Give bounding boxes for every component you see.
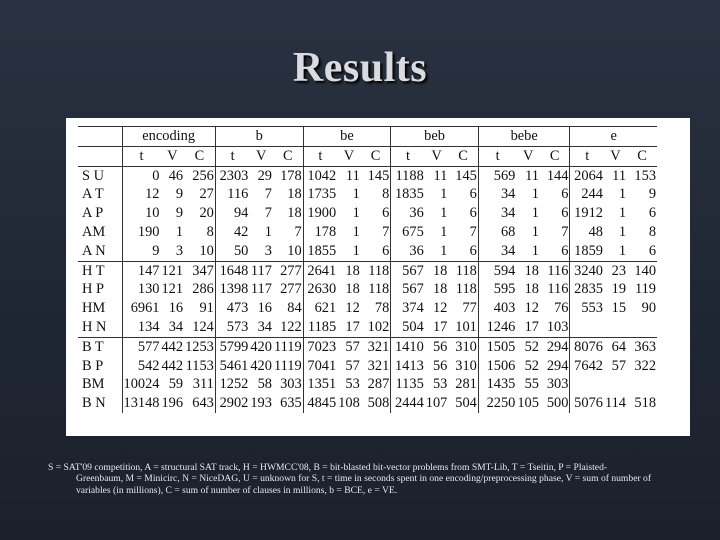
table-cell: 500 [546, 395, 569, 412]
footnote-line-1: S = SAT'09 competition, A = structural SAT track, H = HWMCC'08, B = bit-blasted bit-vector problems from SMT-Lib, T = Tseitin, P = Plaisted- [48, 462, 608, 473]
table-row [78, 166, 657, 185]
table-cell: 321 [367, 338, 390, 355]
table-cell: 101 [448, 318, 478, 337]
table-cell: 57 [611, 357, 627, 374]
table-cell: 577 [122, 337, 160, 356]
table-cell: 118 [368, 281, 390, 298]
table-cell: 17 [516, 318, 540, 337]
table-cell: 117 [250, 262, 272, 279]
sub-header: V [160, 146, 184, 166]
table-cell: 107 [425, 395, 448, 412]
table-cell: 442 [161, 357, 184, 374]
table-cell: 1185 [303, 318, 337, 337]
table-cell: 6 [561, 205, 569, 222]
table-cell: 13148 [123, 395, 160, 412]
table-cell: 310 [455, 338, 477, 355]
table-cell: 2835 [570, 280, 604, 299]
table-cell: 0 [122, 166, 160, 185]
table-cell: 7041 [303, 357, 337, 376]
table-cell: 7 [264, 186, 272, 203]
table-cell: 322 [634, 357, 657, 374]
sub-header: C [184, 146, 215, 166]
sub-header: V [249, 146, 273, 166]
table-cell: 294 [546, 357, 569, 374]
sub-header-row [78, 146, 657, 166]
table-cell: 6961 [122, 299, 160, 318]
table-cell: 134 [122, 318, 160, 337]
table-cell: 117 [250, 281, 272, 298]
table-cell: 6 [561, 186, 569, 203]
table-cell: 53 [432, 376, 448, 393]
table-cell: 29 [257, 167, 272, 184]
row-label: H P [82, 281, 104, 298]
table-cell: 1351 [303, 375, 337, 394]
table-cell: 1253 [185, 338, 214, 355]
table-cell: 118 [455, 281, 477, 298]
table-cell: 18 [524, 262, 539, 279]
table-cell: 130 [122, 280, 160, 299]
table-cell: 140 [634, 262, 657, 279]
table-cell: 1900 [303, 204, 337, 223]
table-cell: 53 [345, 376, 360, 393]
table-cell: 1 [618, 223, 627, 240]
table-cell: 147 [122, 261, 160, 280]
table-cell: 7 [264, 205, 272, 222]
table-cell: 286 [192, 281, 214, 298]
table-cell: 2064 [570, 166, 604, 185]
table-cell: 42 [215, 223, 249, 242]
table-cell: 68 [478, 223, 516, 242]
table-row [78, 280, 657, 299]
table-cell: 567 [391, 280, 425, 299]
table-cell: 2902 [215, 394, 249, 413]
table-row [78, 223, 657, 242]
row-label: B T [82, 338, 104, 355]
table-cell: 50 [215, 242, 249, 261]
table-cell: 12 [524, 300, 539, 317]
table-cell: 34 [160, 318, 184, 337]
row-label: BM [82, 376, 105, 393]
table-cell: 18 [287, 186, 302, 203]
table-cell: 3 [249, 242, 273, 261]
group-header: b [215, 127, 303, 147]
table-cell [570, 318, 604, 337]
row-label: H T [82, 262, 105, 279]
table-cell: 11 [525, 167, 539, 184]
table-cell: 12 [345, 300, 360, 317]
table-cell: 7 [561, 223, 569, 240]
table-cell: 1 [352, 223, 360, 240]
footnote [48, 462, 698, 496]
table-cell: 294 [546, 338, 569, 355]
table-cell: 23 [611, 262, 627, 279]
table-cell: 119 [634, 281, 657, 298]
table-cell [604, 375, 627, 394]
group-header: bebe [478, 127, 570, 147]
table-row [78, 204, 657, 223]
table-cell: 34 [249, 318, 273, 337]
table-cell: 118 [368, 262, 390, 279]
table-cell: 675 [391, 223, 425, 242]
table-cell: 363 [634, 338, 657, 355]
table-cell: 1246 [478, 318, 516, 337]
table-cell: 5461 [215, 357, 249, 376]
sub-header: C [448, 146, 478, 166]
table-cell: 473 [215, 299, 249, 318]
table-cell: 56 [432, 357, 448, 374]
table-cell: 8 [382, 186, 390, 203]
table-cell: 4845 [303, 394, 337, 413]
table-cell: 55 [524, 376, 539, 393]
table-cell: 1505 [478, 337, 516, 356]
header-corner [78, 127, 122, 147]
table-cell: 124 [184, 318, 215, 337]
table-cell: 193 [250, 395, 272, 412]
table-cell: 1153 [185, 357, 214, 374]
table-cell: 11 [433, 167, 448, 184]
table-cell: 18 [345, 262, 360, 279]
table-cell: 504 [391, 318, 425, 337]
sub-header: V [425, 146, 449, 166]
table-cell: 145 [367, 167, 390, 184]
table-cell: 2641 [303, 261, 337, 280]
table-cell: 1 [531, 223, 539, 240]
table-cell: 5076 [570, 394, 604, 413]
table-cell: 1 [352, 186, 360, 203]
table-cell: 1119 [273, 357, 302, 374]
table-cell: 18 [345, 281, 360, 298]
table-cell: 6 [469, 205, 477, 222]
table-cell: 15 [611, 300, 627, 317]
sub-header: V [516, 146, 540, 166]
table-cell: 1398 [215, 280, 249, 299]
table-cell: 303 [546, 376, 569, 393]
table-cell: 311 [192, 376, 214, 393]
table-cell: 1 [352, 205, 360, 222]
table-cell: 569 [478, 166, 516, 185]
table-cell: 105 [517, 395, 539, 412]
table-cell: 8 [206, 223, 214, 240]
table-cell: 27 [199, 186, 214, 203]
table-cell: 16 [168, 300, 184, 317]
table-cell: 643 [192, 395, 214, 412]
table-cell: 403 [478, 299, 516, 318]
table-cell: 1 [516, 242, 540, 261]
table-cell: 2250 [478, 394, 516, 413]
table-cell: 2444 [391, 394, 425, 413]
sub-header: V [604, 146, 627, 166]
table-cell: 77 [462, 300, 477, 317]
table-cell: 1119 [273, 338, 302, 355]
table-cell: 10024 [123, 376, 160, 393]
sub-header: C [627, 146, 657, 166]
table-cell: 1 [531, 205, 539, 222]
slide-title: Results [292, 45, 428, 91]
table-cell: 1 [618, 186, 627, 203]
sub-header: C [273, 146, 303, 166]
table-cell: 1 [531, 186, 539, 203]
table-cell: 64 [611, 338, 627, 355]
table-cell: 144 [546, 167, 569, 184]
table-cell: 347 [192, 262, 214, 279]
table-cell: 1252 [215, 375, 249, 394]
sub-header: t [570, 146, 604, 166]
table-cell: 2303 [215, 166, 249, 185]
table-cell: 57 [345, 357, 360, 374]
table-cell: 6 [469, 186, 477, 203]
row-label: HM [82, 300, 106, 317]
table-cell: 118 [455, 262, 477, 279]
table-cell: 5799 [215, 337, 249, 356]
table-cell: 12 [122, 185, 160, 204]
table-cell: 442 [161, 338, 184, 355]
table-cell: 310 [455, 357, 477, 374]
table-cell: 6 [382, 205, 390, 222]
table-cell: 287 [367, 376, 390, 393]
table-cell: 256 [192, 167, 214, 184]
table-cell: 11 [345, 167, 360, 184]
table-cell: 1135 [391, 375, 425, 394]
table-cell: 103 [540, 318, 570, 337]
row-label: A P [82, 205, 104, 222]
row-label: B N [82, 395, 106, 412]
table-cell: 12 [432, 300, 448, 317]
table-cell: 1835 [391, 185, 425, 204]
table-cell: 1413 [391, 357, 425, 376]
table-cell: 9 [175, 186, 184, 203]
table-cell: 518 [634, 395, 657, 412]
table-cell: 94 [215, 204, 249, 223]
table-cell: 8076 [570, 337, 604, 356]
table-cell: 1855 [303, 242, 337, 261]
table-cell: 1648 [215, 261, 249, 280]
table-cell: 116 [547, 262, 569, 279]
row-label: AM [82, 223, 106, 240]
results-table-panel [66, 118, 690, 436]
table-cell: 595 [478, 280, 516, 299]
table-cell: 121 [161, 262, 184, 279]
group-header: encoding [122, 127, 215, 147]
row-label: S U [82, 167, 104, 184]
table-cell [604, 318, 627, 337]
table-cell: 76 [554, 300, 569, 317]
group-header: be [303, 127, 391, 147]
table-cell: 1 [440, 205, 448, 222]
table-cell: 1859 [570, 242, 604, 261]
table-cell: 277 [280, 262, 302, 279]
table-cell: 59 [168, 376, 184, 393]
table-cell: 7023 [303, 337, 337, 356]
table-cell: 52 [524, 338, 539, 355]
table-cell: 122 [273, 318, 303, 337]
table-cell: 1410 [391, 337, 425, 356]
table-cell: 1912 [570, 204, 604, 223]
table-cell: 78 [374, 300, 390, 317]
group-header-row [78, 127, 657, 147]
table-cell: 18 [287, 205, 302, 222]
table-cell: 178 [303, 223, 337, 242]
footnote-line-3: variables (in millions), C = sum of number of clauses in millions, b = BCE, e = VE. [76, 484, 398, 496]
table-cell: 114 [604, 395, 627, 412]
table-cell: 1 [604, 242, 627, 261]
sub-header: C [361, 146, 391, 166]
table-cell: 244 [570, 185, 604, 204]
sub-header: t [478, 146, 516, 166]
table-cell: 573 [215, 318, 249, 337]
table-cell: 18 [432, 262, 448, 279]
table-cell: 504 [455, 395, 477, 412]
table-cell: 17 [425, 318, 449, 337]
table-cell: 18 [524, 281, 539, 298]
table-cell: 1506 [478, 357, 516, 376]
table-cell: 1735 [303, 185, 337, 204]
table-cell: 52 [524, 357, 539, 374]
table-cell: 57 [345, 338, 360, 355]
table-row [78, 394, 657, 413]
table-cell: 116 [547, 281, 569, 298]
table-cell: 321 [367, 357, 390, 374]
table-cell: 196 [161, 395, 184, 412]
table-cell: 1 [440, 186, 448, 203]
sub-header: t [122, 146, 160, 166]
table-cell: 16 [257, 300, 272, 317]
table-cell: 7 [294, 223, 302, 240]
table-cell: 2630 [303, 280, 337, 299]
table-row [78, 337, 657, 356]
table-cell: 58 [257, 376, 272, 393]
table-cell: 10 [273, 242, 303, 261]
table-cell: 116 [215, 185, 249, 204]
table-cell: 34 [478, 185, 516, 204]
table-cell: 374 [391, 299, 425, 318]
table-cell: 48 [570, 223, 604, 242]
group-header: e [570, 127, 657, 147]
table-cell [627, 318, 657, 337]
table-cell: 91 [199, 300, 214, 317]
sub-header: t [391, 146, 425, 166]
sub-header-corner [78, 146, 122, 166]
table-cell: 542 [122, 357, 160, 376]
table-cell: 553 [570, 299, 604, 318]
table-cell: 145 [455, 167, 477, 184]
table-cell: 17 [337, 318, 361, 337]
results-table [78, 126, 657, 413]
table-cell: 6 [540, 242, 570, 261]
table-row [78, 357, 657, 376]
table-cell [570, 375, 604, 394]
table-cell: 34 [478, 204, 516, 223]
sub-header: V [337, 146, 361, 166]
table-row [78, 318, 657, 337]
row-label: A T [82, 186, 104, 203]
table-cell: 3240 [570, 261, 604, 280]
table-cell: 1 [440, 223, 448, 240]
table-cell: 1 [425, 242, 449, 261]
table-cell: 9 [175, 205, 184, 222]
table-row [78, 242, 657, 261]
table-cell: 11 [612, 167, 627, 184]
table-cell: 56 [432, 338, 448, 355]
sub-header: t [303, 146, 337, 166]
table-cell: 420 [250, 357, 272, 374]
table-cell: 34 [478, 242, 516, 261]
table-cell: 1188 [391, 166, 425, 185]
table-cell: 36 [391, 242, 425, 261]
table-cell: 9 [648, 186, 657, 203]
table-cell: 108 [338, 395, 360, 412]
row-label: B P [82, 357, 104, 374]
table-cell: 6 [361, 242, 391, 261]
table-cell: 20 [199, 205, 214, 222]
table-row [78, 375, 657, 394]
table-cell: 7 [469, 223, 477, 240]
table-cell: 121 [161, 281, 184, 298]
row-label: H N [78, 318, 122, 337]
table-row [78, 261, 657, 280]
table-cell: 7642 [570, 357, 604, 376]
table-cell: 153 [634, 167, 657, 184]
table-cell: 9 [122, 242, 160, 261]
table-cell: 10 [184, 242, 215, 261]
table-cell: 1 [175, 223, 184, 240]
table-cell: 102 [361, 318, 391, 337]
sub-header: t [215, 146, 249, 166]
table-cell: 635 [280, 395, 302, 412]
table-cell: 190 [122, 223, 160, 242]
table-cell: 567 [391, 261, 425, 280]
table-cell: 3 [160, 242, 184, 261]
table-cell: 1 [337, 242, 361, 261]
table-cell: 303 [280, 376, 302, 393]
table-cell: 6 [448, 242, 478, 261]
footnote-line-2: Greenbaum, M = Minicirc, N = NiceDAG, U = unknown for S, t = time in seconds spent in one encoding/preprocessing phase, V = sum of number of [76, 473, 652, 485]
table-cell: 594 [478, 261, 516, 280]
table-cell: 8 [648, 223, 657, 240]
table-cell [627, 375, 657, 394]
table-cell: 508 [367, 395, 390, 412]
table-cell: 6 [648, 205, 657, 222]
table-cell: 1 [618, 205, 627, 222]
table-cell: 420 [250, 338, 272, 355]
table-row [78, 299, 657, 318]
table-cell: 277 [280, 281, 302, 298]
table-cell: 10 [122, 204, 160, 223]
table-cell: 84 [287, 300, 302, 317]
table-cell: 7 [382, 223, 390, 240]
table-cell: 178 [280, 167, 302, 184]
table-cell: 36 [391, 204, 425, 223]
table-cell: 621 [303, 299, 337, 318]
table-cell: 46 [168, 167, 184, 184]
table-row [78, 185, 657, 204]
group-header: beb [391, 127, 479, 147]
table-cell: 18 [432, 281, 448, 298]
table-cell: 6 [627, 242, 657, 261]
table-cell: 19 [611, 281, 627, 298]
table-cell: 90 [641, 300, 657, 317]
table-cell: 281 [455, 376, 477, 393]
row-label: A N [78, 242, 122, 261]
sub-header: C [540, 146, 570, 166]
table-cell: 1042 [303, 166, 337, 185]
table-cell: 1 [264, 223, 272, 240]
table-cell: 1435 [478, 375, 516, 394]
